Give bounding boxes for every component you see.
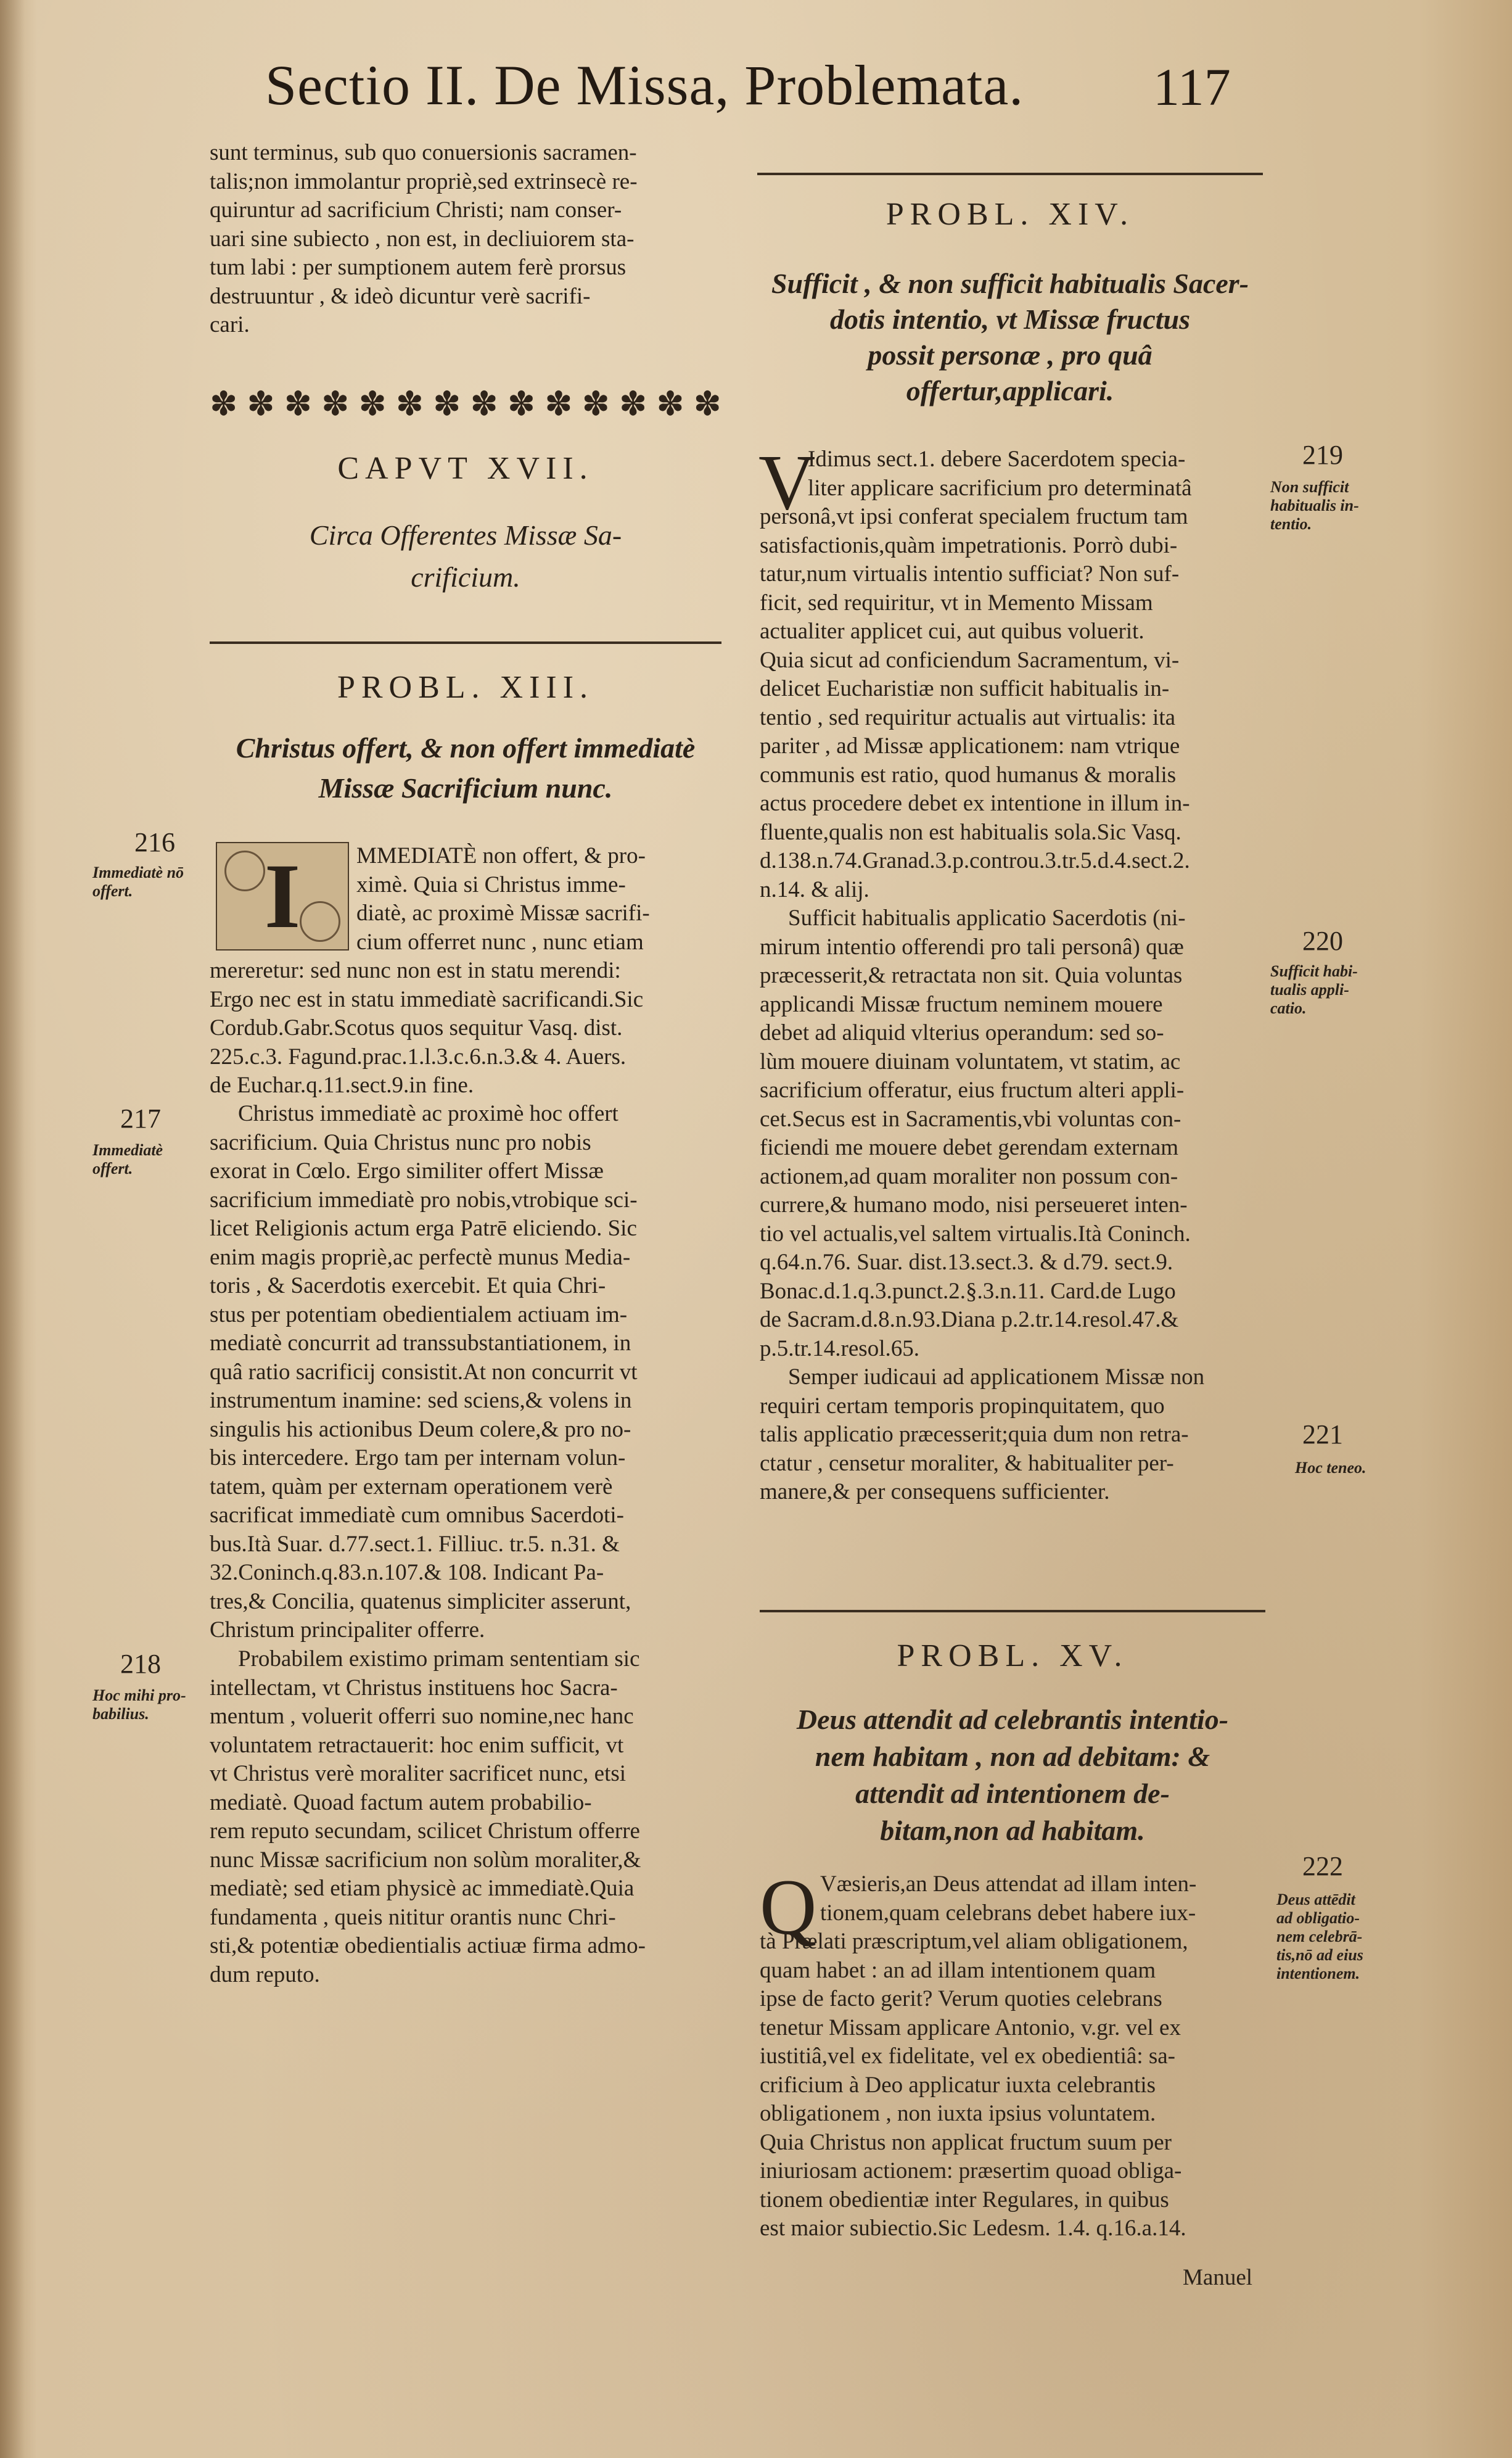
text-line: bus.Ità Suar. d.77.sect.1. Filliuc. tr.5. n.31. & xyxy=(210,1531,620,1557)
text-line: sacrificat immediatè cum omnibus Sacerdoti- xyxy=(210,1503,624,1528)
margin-note xyxy=(1295,1459,1366,1477)
text-line: talis applicatio præcesserit;quia dum non retra- xyxy=(760,1422,1189,1447)
text-line: quâ ratio sacrificij consistit.At non concurrit vt xyxy=(210,1359,638,1385)
fleuron-icon: ✽ xyxy=(470,384,498,423)
text-line: rem reputo secundam, scilicet Christum offerre xyxy=(210,1818,640,1844)
probl-14-subtitle-line: Sufficit , & non sufficit habitualis Sacer- xyxy=(771,268,1249,299)
text-line: sacrificium immediatè pro nobis,vtrobique sci- xyxy=(210,1187,638,1213)
fleuron-icon: ✽ xyxy=(284,384,312,423)
text-line: sacrificium. Quia Christus nunc pro nobis xyxy=(210,1129,591,1155)
text-line: toris , & Sacerdotis exercebit. Et quia Chri- xyxy=(210,1273,606,1298)
text-line: requiri certam temporis propinquitatem, quo xyxy=(760,1393,1165,1419)
margin-note-line: Hoc mihi pro- xyxy=(92,1686,186,1704)
margin-note-line: tentio. xyxy=(1270,515,1312,533)
text-line: n.14. & alij. xyxy=(760,876,869,902)
text-line: enim magis propriè,ac perfectè munus Media- xyxy=(210,1244,631,1270)
initial-letter: Q xyxy=(760,1863,817,1951)
text-line: lùm mouere diuinam voluntatem, vt statim, ac xyxy=(760,1049,1181,1074)
text-line: MMEDIATÈ non offert, & pro- xyxy=(356,843,646,868)
margin-note-line: Immediatè xyxy=(92,1141,163,1159)
caput-heading: CAPVT XVII. xyxy=(337,451,594,486)
text-line: currere,& humano modo, nisi perseueret inten- xyxy=(760,1192,1188,1218)
text-line: crificium à Deo applicatur iuxta celebrantis xyxy=(760,2072,1156,2098)
probl-13-subtitle-line: Missæ Sacrificium nunc. xyxy=(318,772,613,804)
margin-note-line: Non sufficit xyxy=(1270,478,1349,496)
margin-note-line: tis,nō ad eius xyxy=(1276,1946,1363,1964)
margin-note xyxy=(92,864,184,901)
text-line: Cordub.Gabr.Scotus quos sequitur Vasq. dist. xyxy=(210,1015,623,1041)
text-line: stus per potentiam obedientialem actiuam im- xyxy=(210,1301,628,1327)
probl-15-heading: PROBL. XV. xyxy=(897,1638,1128,1673)
margin-number: 217 xyxy=(120,1103,161,1134)
left-intro-paragraph xyxy=(210,139,721,340)
initial-q-lines xyxy=(820,1870,1270,1928)
margin-number: 222 xyxy=(1302,1851,1343,1881)
paragraph-220 xyxy=(760,904,1265,1363)
text-line: dum reputo. xyxy=(210,1961,320,1987)
text-line: liter applicare sacrificium pro determinatâ xyxy=(808,475,1192,501)
margin-note-line: tualis appli- xyxy=(1270,981,1349,999)
section-rule xyxy=(210,641,721,644)
text-line: iniuriosam actionem: præsertim quoad obliga- xyxy=(760,2158,1182,2184)
margin-note-line: catio. xyxy=(1270,999,1307,1017)
paragraph-216 xyxy=(210,957,721,1100)
probl-13-subtitle-line: Christus offert, & non offert immediatè xyxy=(236,732,696,764)
text-line: mentum , voluerit offerri suo nomine,nec hanc xyxy=(210,1704,634,1729)
text-line: q.64.n.76. Suar. dist.13.sect.3. & d.79. sect.9. xyxy=(760,1250,1173,1275)
margin-note-line: habitualis in- xyxy=(1270,497,1359,514)
running-header xyxy=(265,52,1313,126)
text-line: Væsieris,an Deus attendat ad illam inten- xyxy=(820,1871,1197,1897)
fleuron-icon: ✽ xyxy=(247,384,275,423)
drop-initial-lines xyxy=(356,842,726,957)
margin-note-line: Hoc teneo. xyxy=(1295,1459,1366,1477)
text-line: quam habet : an ad illam intentionem quam xyxy=(760,1957,1156,1983)
header-title: Sectio II. De Missa, Problemata. xyxy=(265,54,1024,117)
margin-number: 221 xyxy=(1302,1419,1343,1450)
caput-subtitle-line: Circa Offerentes Missæ Sa- xyxy=(309,519,622,551)
text-line: ipse de facto gerit? Verum quoties celebrans xyxy=(760,1986,1162,2011)
text-line: pariter , ad Missæ applicationem: nam vtrique xyxy=(760,733,1180,759)
text-line: Probabilem existimo primam sententiam sic xyxy=(238,1646,640,1672)
text-line: debet ad aliquid vlterius operandum: sed so- xyxy=(760,1020,1164,1045)
probl-14-subtitle-line: dotis intentio, vt Missæ fructus xyxy=(829,303,1191,335)
margin-note-line: intentionem. xyxy=(1276,1965,1360,1982)
text-line: tatem, quàm per externam operationem verè xyxy=(210,1474,613,1499)
text-line: Christum principaliter offerre. xyxy=(210,1617,485,1643)
text-line: intellectam, vt Christus instituens hoc Sacra- xyxy=(210,1675,618,1701)
text-line: tenetur Missam applicare Antonio, v.gr. vel ex xyxy=(760,2015,1181,2040)
text-line: manere,& per consequens sufficienter. xyxy=(760,1479,1110,1504)
fleuron-icon: ✽ xyxy=(210,384,238,423)
text-line: de Sacram.d.8.n.93.Diana p.2.tr.14.resol.47.& xyxy=(760,1307,1179,1332)
text-line: delicet Eucharistiæ non sufficit habitualis in- xyxy=(760,676,1170,701)
text-line: 32.Coninch.q.83.n.107.& 108. Indicant Pa- xyxy=(210,1560,604,1585)
margin-note xyxy=(1270,962,1358,1018)
text-line: satisfactionis,quàm impetrationis. Porrò dubi- xyxy=(760,532,1178,558)
margin-number: 218 xyxy=(120,1649,161,1679)
caput-subtitle-line: crificium. xyxy=(411,561,520,593)
margin-note-line: Deus attēdit xyxy=(1276,1891,1355,1908)
text-line: ximè. Quia si Christus imme- xyxy=(356,872,626,897)
text-line: applicandi Missæ fructum neminem mouere xyxy=(760,991,1163,1017)
text-line: communis est ratio, quod humanus & moralis xyxy=(760,762,1177,788)
text-line: nunc Missæ sacrificium non solùm moraliter,& xyxy=(210,1847,641,1873)
probl-15-subtitle-line: Deus attendit ad celebrantis intentio- xyxy=(796,1704,1229,1735)
text-line: ctatur , censetur moraliter, & habitualiter per- xyxy=(760,1450,1174,1476)
text-line: Quia Christus non applicat fructum suum per xyxy=(760,2129,1172,2155)
paragraph-219 xyxy=(760,503,1265,904)
text-line: iustitiâ,vel ex fidelitate, vel ex obedientiâ: sa- xyxy=(760,2044,1175,2069)
text-line: p.5.tr.14.resol.65. xyxy=(760,1335,919,1361)
margin-note-line: Sufficit habi- xyxy=(1270,962,1358,980)
section-rule xyxy=(760,1610,1265,1612)
text-line: fundamenta , queis nititur orantis nunc Chri- xyxy=(210,1904,616,1930)
text-line: personâ,vt ipsi conferat specialem fructum tam xyxy=(760,504,1188,529)
text-line: de Euchar.q.11.sect.9.in fine. xyxy=(210,1073,474,1098)
probl-15-subtitle-line: attendit ad intentionem de- xyxy=(855,1778,1170,1809)
text-line: Idimus sect.1. debere Sacerdotem specia- xyxy=(808,447,1186,472)
paragraph-217 xyxy=(210,1100,721,1645)
text-line: cium offerret nunc , nunc etiam xyxy=(356,929,644,955)
header-rule-right xyxy=(757,173,1263,175)
paragraph-222 xyxy=(760,1928,1265,2243)
probl-15-subtitle-line: nem habitam , non ad debitam: & xyxy=(815,1741,1210,1772)
text-line: sti,& potentiæ obedientialis actiuæ firma admo- xyxy=(210,1933,646,1958)
text-line: est maior subiectio.Sic Ledesm. 1.4. q.16.a.14. xyxy=(760,2216,1186,2241)
fleuron-ornament-row xyxy=(210,386,721,423)
text-line: Quia sicut ad conficiendum Sacramentum, vi- xyxy=(760,647,1180,673)
probl-14-subtitle-line: offertur,applicari. xyxy=(906,375,1114,406)
fleuron-icon: ✽ xyxy=(581,384,610,423)
text-line: obligationem , non iuxta ipsius voluntatem. xyxy=(760,2101,1156,2126)
margin-note-line: nem celebrā- xyxy=(1276,1928,1363,1945)
fleuron-icon: ✽ xyxy=(507,384,536,423)
text-line: Christus immediatè ac proximè hoc offert xyxy=(238,1101,618,1126)
margin-note xyxy=(92,1141,163,1178)
text-line: mediatè; sed etiam physicè ac immediatè.Quia xyxy=(210,1876,635,1901)
text-line: actus procedere debet ex intentione in illum in- xyxy=(760,791,1190,816)
page-gutter-shadow xyxy=(0,0,25,2458)
text-line: bis intercedere. Ergo tam per internam volun- xyxy=(210,1445,626,1470)
text-line: tum labi : per sumptionem autem ferè prorsus xyxy=(210,255,627,280)
probl-14-subtitle-line: possit personæ , pro quâ xyxy=(868,339,1152,371)
text-line: voluntatem retractauerit: hoc enim sufficit, vt xyxy=(210,1732,624,1758)
margin-note-line: Immediatè nō xyxy=(92,864,184,881)
text-line: tà Prælati præscriptum,vel aliam obligationem, xyxy=(760,1929,1188,1954)
text-line: Semper iudicaui ad applicationem Missæ non xyxy=(788,1364,1205,1390)
text-line: sunt terminus, sub quo conuersionis sacramen- xyxy=(210,140,637,165)
text-line: mereretur: sed nunc non est in statu merendi: xyxy=(210,958,621,983)
text-line: instrumentum inamine: sed sciens,& volens in xyxy=(210,1388,632,1413)
text-line: cet.Secus est in Sacramentis,vbi voluntas con- xyxy=(760,1106,1181,1132)
text-line: vt Christus verè moraliter sacrificet nunc, etsi xyxy=(210,1761,627,1786)
text-line: d.138.n.74.Granad.3.p.controu.3.tr.5.d.4.sect.2. xyxy=(760,848,1190,873)
decorated-initial: I xyxy=(216,842,349,951)
margin-number: 219 xyxy=(1302,440,1343,470)
text-line: mediatè concurrit ad transsubstantiationem, in xyxy=(210,1330,631,1356)
margin-note-line: offert. xyxy=(92,882,133,900)
text-line: actualiter applicet cui, aut quibus voluerit. xyxy=(760,619,1144,644)
text-line: tio vel actualis,vel saltem virtualis.Ità Coninch. xyxy=(760,1221,1191,1247)
margin-note xyxy=(92,1686,186,1723)
text-line: actionem,ad quam moraliter non possum con- xyxy=(760,1163,1178,1189)
margin-number: 220 xyxy=(1302,926,1343,956)
margin-note xyxy=(1276,1891,1363,1983)
margin-note-line: ad obligatio- xyxy=(1276,1909,1360,1927)
text-line: fluente,qualis non est habitualis sola.Sic Vasq. xyxy=(760,819,1181,845)
paragraph-221 xyxy=(760,1363,1265,1507)
margin-note-line: babilius. xyxy=(92,1705,149,1723)
text-line: tionem,quam celebrans debet habere iux- xyxy=(820,1900,1196,1926)
text-line: singulis his actionibus Deum colere,& pro no- xyxy=(210,1416,631,1442)
fleuron-icon: ✽ xyxy=(618,384,647,423)
text-line: Bonac.d.1.q.3.punct.2.§.3.n.11. Card.de Lugo xyxy=(760,1278,1176,1304)
margin-number: 216 xyxy=(134,827,175,857)
fleuron-icon: ✽ xyxy=(358,384,387,423)
text-line: quiruntur ad sacrificium Christi; nam conser- xyxy=(210,197,622,223)
initial-v-lines xyxy=(808,445,1264,503)
probl-13-heading: PROBL. XIII. xyxy=(337,670,594,705)
text-line: tentio , sed requiritur actualis aut virtualis: ita xyxy=(760,704,1176,730)
text-line: tres,& Concilia, quatenus simpliciter asserunt, xyxy=(210,1588,631,1614)
catchword: Manuel xyxy=(1183,2265,1253,2290)
fleuron-icon: ✽ xyxy=(544,384,573,423)
text-line: sacrificium offeratur, eius fructum alteri appli- xyxy=(760,1078,1185,1103)
paragraph-218 xyxy=(210,1645,721,1989)
text-line: ficit, sed requiritur, vt in Memento Missam xyxy=(760,590,1153,616)
text-line: exorat in Cœlo. Ergo similiter offert Missæ xyxy=(210,1158,604,1184)
text-line: talis;non immolantur propriè,sed extrinsecè re- xyxy=(210,168,638,194)
text-line: mediatè. Quoad factum autem probabilio- xyxy=(210,1789,592,1815)
margin-note-line: offert. xyxy=(92,1160,133,1177)
text-line: cari. xyxy=(210,312,250,337)
text-line: tionem obedientiæ inter Regulares, in quibus xyxy=(760,2187,1169,2213)
initial-letter: V xyxy=(758,439,816,526)
text-line: 225.c.3. Fagund.prac.1.l.3.c.6.n.3.& 4. Auers. xyxy=(210,1044,627,1070)
fleuron-icon: ✽ xyxy=(433,384,461,423)
fleuron-icon: ✽ xyxy=(395,384,424,423)
margin-note xyxy=(1270,478,1359,534)
fleuron-icon: ✽ xyxy=(693,384,721,423)
probl-15-subtitle-line: bitam,non ad habitam. xyxy=(880,1815,1145,1846)
text-line: tatur,num virtualis intentio sufficiat? Non suf- xyxy=(760,561,1180,587)
text-line: Ergo nec est in statu immediatè sacrificandi.Sic xyxy=(210,986,644,1012)
fleuron-icon: ✽ xyxy=(656,384,684,423)
text-line: præcesserit,& retractata non sit. Quia voluntas xyxy=(760,963,1183,988)
page-number: 117 xyxy=(1153,57,1231,117)
text-line: destruuntur , & ideò dicuntur verè sacrifi- xyxy=(210,283,591,309)
fleuron-icon: ✽ xyxy=(321,384,350,423)
probl-14-heading: PROBL. XIV. xyxy=(885,197,1135,232)
text-line: uari sine subiecto , non est, in decliuiorem sta- xyxy=(210,226,635,252)
text-line: Sufficit habitualis applicatio Sacerdotis (ni- xyxy=(788,905,1186,931)
text-line: diatè, ac proximè Missæ sacrifi- xyxy=(356,901,650,926)
text-line: licet Religionis actum erga Patrē eliciendo. Sic xyxy=(210,1216,637,1241)
text-line: mirum intentio offerendi pro tali personâ) quæ xyxy=(760,934,1184,960)
text-line: ficiendi me mouere debet gerendam externam xyxy=(760,1135,1179,1160)
